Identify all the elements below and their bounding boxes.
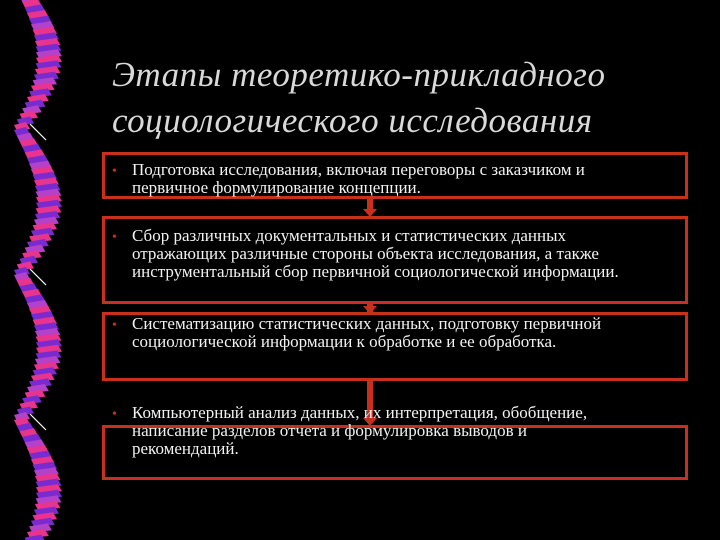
bullet-icon: •: [112, 407, 117, 422]
arrow-down-icon: [363, 209, 377, 217]
decorative-ribbon: [0, 0, 100, 540]
stage-item-1: [132, 161, 714, 197]
stage-item-4: [132, 404, 714, 458]
stage-2-line-2: отражающих различные стороны объекта исследования, а также: [132, 244, 599, 263]
stage-2-line-3: инструментальный сбор первичной социологической информации.: [132, 262, 619, 281]
stage-4-line-1: Компьютерный анализ данных, их интерпретация, обобщение,: [132, 403, 588, 422]
stage-3-line-1: Систематизацию статистических данных, подготовку первичной: [132, 314, 602, 333]
stage-1-line-2: первичное формулирование концепции.: [132, 178, 421, 197]
stage-4-line-3: рекомендаций.: [132, 439, 239, 458]
stage-item-2: [132, 227, 714, 281]
stage-2-line-1: Сбор различных документальных и статистических данных: [132, 226, 567, 245]
bullet-icon: •: [112, 318, 117, 333]
stage-4-line-2: написание разделов отчета и формулировка выводов и: [132, 421, 527, 440]
stage-1-line-1: Подготовка исследования, включая переговоры с заказчиком и: [132, 160, 585, 179]
stage-3-line-2: социологической информации к обработке и ее обработка.: [132, 332, 557, 351]
arrow-down-icon: [363, 306, 377, 314]
slide-title: [112, 52, 712, 144]
bullet-icon: •: [112, 230, 117, 245]
title-line-2: социологического исследования: [112, 101, 593, 140]
stage-item-3: [132, 315, 714, 351]
title-line-1: Этапы теоретико-прикладного: [112, 55, 606, 94]
bullet-icon: •: [112, 164, 117, 179]
